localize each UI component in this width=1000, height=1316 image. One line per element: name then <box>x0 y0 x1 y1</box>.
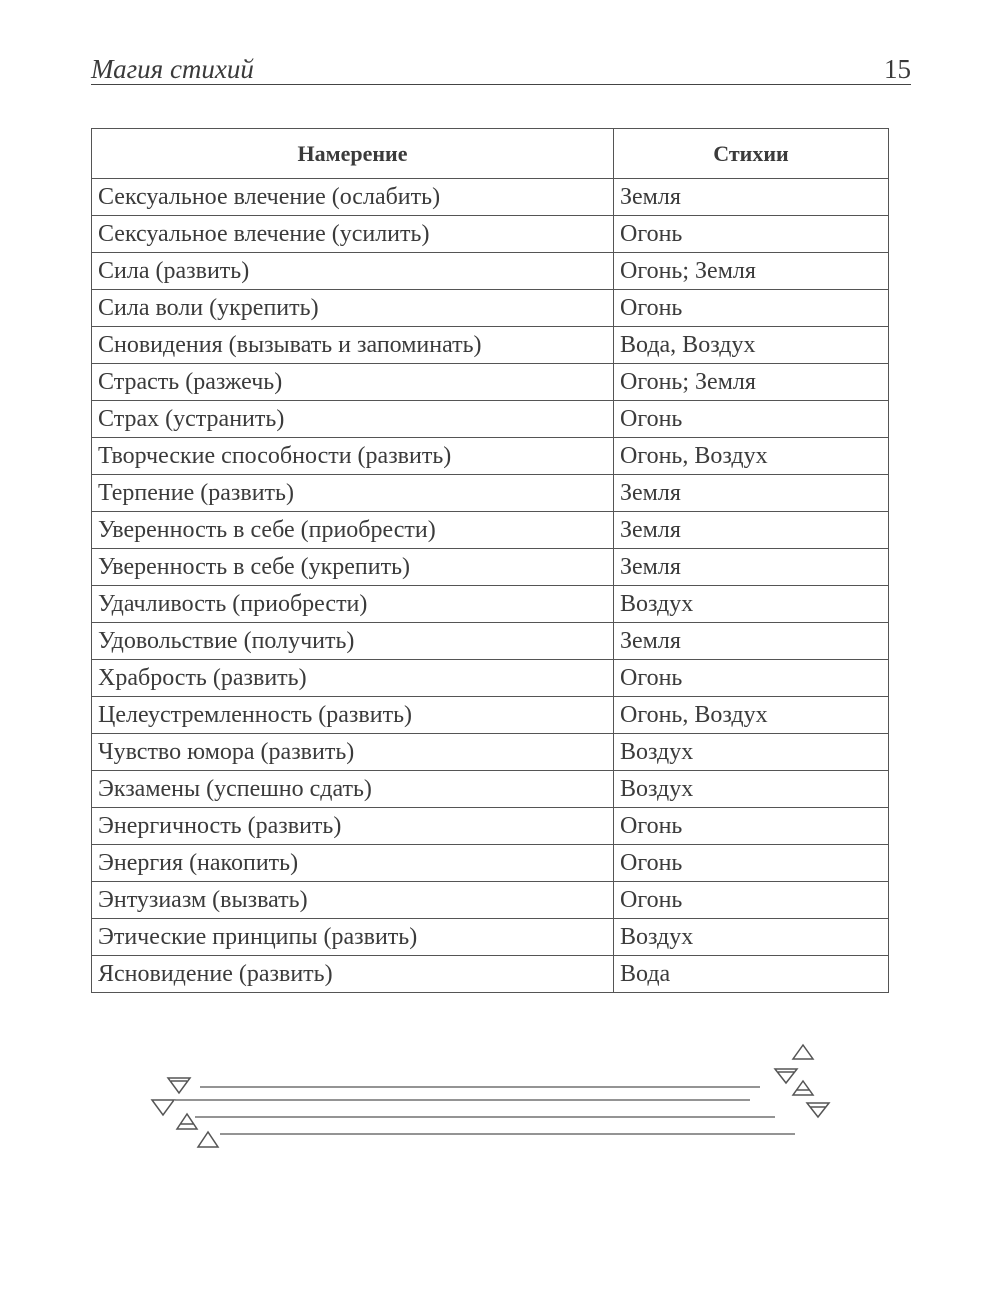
fire-triangle-icon <box>793 1045 813 1059</box>
intention-cell: Удачливость (приобрести) <box>92 586 614 623</box>
table-row <box>92 549 889 586</box>
table-row <box>92 623 889 660</box>
earth-triangle-icon <box>177 1114 197 1129</box>
elements-cell: Огонь; Земля <box>614 364 889 401</box>
table-row <box>92 845 889 882</box>
intention-cell: Сексуальное влечение (усилить) <box>92 216 614 253</box>
elements-cell: Воздух <box>614 586 889 623</box>
table-row <box>92 327 889 364</box>
intention-cell: Сила (развить) <box>92 253 614 290</box>
table-header-row <box>92 129 889 179</box>
water-triangle-icon <box>152 1100 174 1115</box>
intentions-table <box>91 128 889 993</box>
air-triangle-icon <box>807 1103 829 1117</box>
water-triangle-icon <box>168 1078 190 1093</box>
column-header-intention: Намерение <box>92 129 614 179</box>
elements-cell: Земля <box>614 512 889 549</box>
table-row <box>92 401 889 438</box>
table-row <box>92 771 889 808</box>
elements-cell: Огонь; Земля <box>614 253 889 290</box>
table-row <box>92 290 889 327</box>
elements-cell: Воздух <box>614 734 889 771</box>
intention-cell: Энтузиазм (вызвать) <box>92 882 614 919</box>
intention-cell: Терпение (развить) <box>92 475 614 512</box>
earth-triangle-icon <box>793 1081 813 1095</box>
elements-cell: Огонь, Воздух <box>614 438 889 475</box>
table-row <box>92 475 889 512</box>
decorative-ornament <box>145 1037 845 1157</box>
elements-cell: Огонь <box>614 882 889 919</box>
elements-cell: Земля <box>614 475 889 512</box>
table-row <box>92 179 889 216</box>
intention-cell: Страх (устранить) <box>92 401 614 438</box>
table-row <box>92 660 889 697</box>
intention-cell: Ясновидение (развить) <box>92 956 614 993</box>
elements-cell: Огонь <box>614 660 889 697</box>
elements-cell: Вода <box>614 956 889 993</box>
elements-cell: Земля <box>614 179 889 216</box>
table-row <box>92 438 889 475</box>
elements-cell: Огонь <box>614 290 889 327</box>
elements-cell: Воздух <box>614 771 889 808</box>
intention-cell: Сила воли (укрепить) <box>92 290 614 327</box>
triangle-icon-group <box>152 1045 829 1147</box>
intention-cell: Уверенность в себе (приобрести) <box>92 512 614 549</box>
elements-cell: Вода, Воздух <box>614 327 889 364</box>
intention-cell: Этические принципы (развить) <box>92 919 614 956</box>
table-row <box>92 364 889 401</box>
elements-cell: Воздух <box>614 919 889 956</box>
intention-cell: Страсть (разжечь) <box>92 364 614 401</box>
table-row <box>92 919 889 956</box>
running-header <box>91 50 911 85</box>
elements-cell: Огонь, Воздух <box>614 697 889 734</box>
intention-cell: Энергия (накопить) <box>92 845 614 882</box>
column-header-elements: Стихии <box>614 129 889 179</box>
intention-cell: Чувство юмора (развить) <box>92 734 614 771</box>
table-row <box>92 956 889 993</box>
elements-cell: Земля <box>614 549 889 586</box>
table-row <box>92 882 889 919</box>
intention-cell: Целеустремленность (развить) <box>92 697 614 734</box>
intention-cell: Экзамены (успешно сдать) <box>92 771 614 808</box>
elements-cell: Земля <box>614 623 889 660</box>
table-row <box>92 586 889 623</box>
table-row <box>92 253 889 290</box>
book-title: Магия стихий <box>91 54 254 84</box>
table-row <box>92 808 889 845</box>
intention-cell: Творческие способности (развить) <box>92 438 614 475</box>
intention-cell: Удовольствие (получить) <box>92 623 614 660</box>
table-row <box>92 216 889 253</box>
intention-cell: Сновидения (вызывать и запоминать) <box>92 327 614 364</box>
table-row <box>92 697 889 734</box>
fire-triangle-icon <box>198 1132 218 1147</box>
elements-cell: Огонь <box>614 401 889 438</box>
intention-cell: Сексуальное влечение (ослабить) <box>92 179 614 216</box>
table-row <box>92 512 889 549</box>
water-triangle-icon <box>775 1069 797 1083</box>
intention-cell: Храбрость (развить) <box>92 660 614 697</box>
intention-cell: Уверенность в себе (укрепить) <box>92 549 614 586</box>
elements-cell: Огонь <box>614 216 889 253</box>
page-number: 15 <box>884 54 911 84</box>
intention-cell: Энергичность (развить) <box>92 808 614 845</box>
elements-cell: Огонь <box>614 808 889 845</box>
elements-cell: Огонь <box>614 845 889 882</box>
table-row <box>92 734 889 771</box>
